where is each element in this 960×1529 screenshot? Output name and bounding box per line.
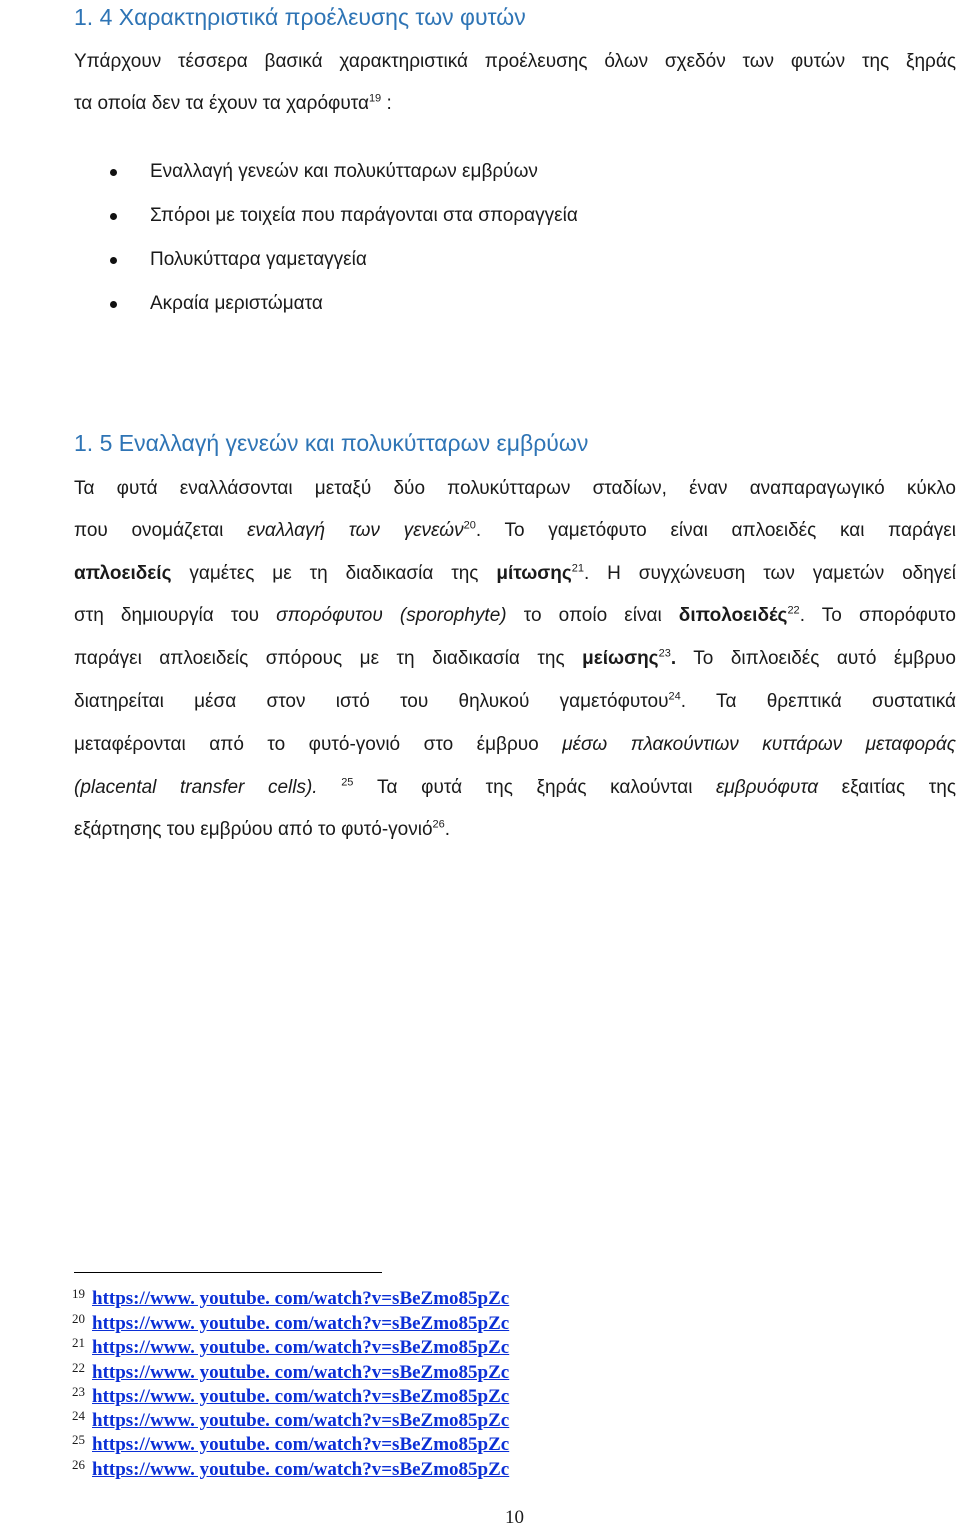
paragraph-line: που ονομάζεται εναλλαγή των γενεών$^{20}$. Το γαμετόφυτο είναι απλοειδές και παράγει [74, 519, 956, 541]
footnote-separator [74, 1272, 382, 1273]
bullet-icon [110, 257, 117, 264]
page-number: 10 [505, 1507, 524, 1528]
footnote-ref: 21 [571, 562, 584, 575]
footnote-link[interactable]: https://www. youtube. com/watch?v=sBeZmo85pZc [92, 1386, 510, 1407]
paragraph-line: (placental transfer cells). $^{25}$ Τα φυτά της ξηράς καλούνται εμβρυόφυτα εξαιτίας της [74, 776, 957, 798]
paragraph-line: παράγει απλοειδείς σπόρους με τη διαδικασία της μείωσης$^{23}$. Το διπλοειδές αυτό έμβρυο [74, 647, 956, 669]
footnote-link[interactable]: https://www. youtube. com/watch?v=sBeZmo85pZc [92, 1459, 510, 1480]
paragraph-line: στη δημιουργία του σπορόφυτου (sporophyte) το οποίο είναι διπολοειδές$^{22}$. Το σπορόφυτο [74, 604, 956, 626]
intro-line-2: τα οποία δεν τα έχουν τα χαρόφυτα$^{19}$ : [74, 92, 392, 114]
intro-line-1: Υπάρχουν τέσσερα βασικά χαρακτηριστικά προέλευσης όλων σχεδόν των φυτών της ξηράς [74, 51, 956, 72]
section-heading-1-4: 1. 4 Χαρακτηριστικά προέλευσης των φυτών [74, 4, 526, 30]
footnote-link[interactable]: https://www. youtube. com/watch?v=sBeZmo85pZc [92, 1362, 510, 1383]
paragraph-line: εξάρτησης του εμβρύου από το φυτό-γονιό$^{26}$. [74, 818, 451, 840]
bullet-icon [110, 301, 117, 308]
footnote-ref: 24 [668, 690, 681, 703]
footnote-link[interactable]: https://www. youtube. com/watch?v=sBeZmo85pZc [92, 1288, 510, 1309]
footnote-link[interactable]: https://www. youtube. com/watch?v=sBeZmo85pZc [92, 1313, 510, 1334]
bullet-icon [110, 213, 117, 220]
footnote-link[interactable]: https://www. youtube. com/watch?v=sBeZmo85pZc [92, 1410, 510, 1431]
footnote-ref: 26 [432, 818, 445, 831]
paragraph-line: διατηρείται μέσα στον ιστό του θηλυκού γαμετόφυτου$^{24}$. Τα θρεπτικά συστατικά [74, 690, 956, 712]
section-heading-1-5: 1. 5 Εναλλαγή γενεών και πολυκύτταρων εμβρύων [74, 430, 589, 456]
paragraph-line: μεταφέρονται από το φυτό-γονιό στο έμβρυο μέσω πλακούντιων κυττάρων μεταφοράς [74, 734, 956, 755]
document-page: 1. 4 Χαρακτηριστικά προέλευσης των φυτών Υπάρχουν τέσσερα βασικά χαρακτηριστικά προέλευσης όλων σχεδόν των φυτών της ξηράς τα οποία δεν τα έχουν τα χαρόφυτα$^{19}$ : Εναλλαγή γενεών και πολυκύτταρων εμβρύων Σπόροι με τοιχεία που παράγονται στα σποραγγεία Πολυκύτταρα γαμεταγγεία Ακραία μεριστώματα 1. 5 Εναλλαγή γενεών και πολυκύτταρων εμβρύων Τα φυτά εναλλάσονται μεταξύ δύο πολυκύτταρων σταδίων, έναν αναπαραγωγικό κύκλο που ονομάζεται εναλλαγή των γενεών$^{20}$. Το γαμετόφυτο είναι απλοειδές και παράγει απλοειδείς γαμέτες με τη διαδικασία της μίτωσης$^{21}$. Η συγχώνευση των γαμετών οδηγεί στη δημιουργία του σπορόφυτου (sporophyte) το οποίο είναι διπολοειδές$^{22}$. Το σπορόφυτο παράγει απλοειδείς σπόρους με τη διαδικασία της μείωσης$^{23}$. Το διπλοειδές αυτό έμβρυο διατηρείται μέσα στον ιστό του θηλυκού γαμετόφυτου$^{24}$. Τα θρεπτικά συστατικά μεταφέρονται από το φυτό-γονιό στο έμβρυο μέσω πλακούντιων κυττάρων μεταφοράς (placental transfer cells). $^{25}$ Τα φυτά της ξηράς καλούνται εμβρυόφυτα εξαιτίας της εξάρτησης του εμβρύου από το φυτό-γονιό$^{26}$. 19 https://www. youtube. com/watch?v=sBeZmo85pZc 20 https://www. youtube. com/watch?v=sBeZmo85pZc 21 https://www. youtube. com/watch?v=sBeZmo85pZc 22 https://www. youtube. com/watch?v=sBeZmo85pZc 23 https://www. youtube. com/watch?v=sBeZmo85pZc 24 https://www. youtube. com/watch?v=sBeZmo85pZc 25 https://www. youtube. com/watch?v=sBeZmo85pZc 26 https://www. youtube. com/watch?v=sBeZmo85pZc 10 [72, 4, 957, 1528]
footnote-ref: 25 [341, 776, 354, 789]
paragraph-line: Τα φυτά εναλλάσονται μεταξύ δύο πολυκύτταρων σταδίων, έναν αναπαραγωγικό κύκλο [74, 478, 956, 499]
bullet-icon [110, 169, 117, 176]
footnote-ref: 22 [787, 604, 800, 617]
footnote-link[interactable]: https://www. youtube. com/watch?v=sBeZmo85pZc [92, 1434, 510, 1455]
footnote-ref: 23 [658, 647, 671, 660]
footnote-link[interactable]: https://www. youtube. com/watch?v=sBeZmo85pZc [92, 1337, 510, 1358]
paragraph-line: απλοειδείς γαμέτες με τη διαδικασία της μίτωσης$^{21}$. Η συγχώνευση των γαμετών οδηγεί [74, 562, 956, 584]
footnote-ref: 19 [368, 92, 382, 105]
footnote-ref: 20 [463, 519, 476, 532]
